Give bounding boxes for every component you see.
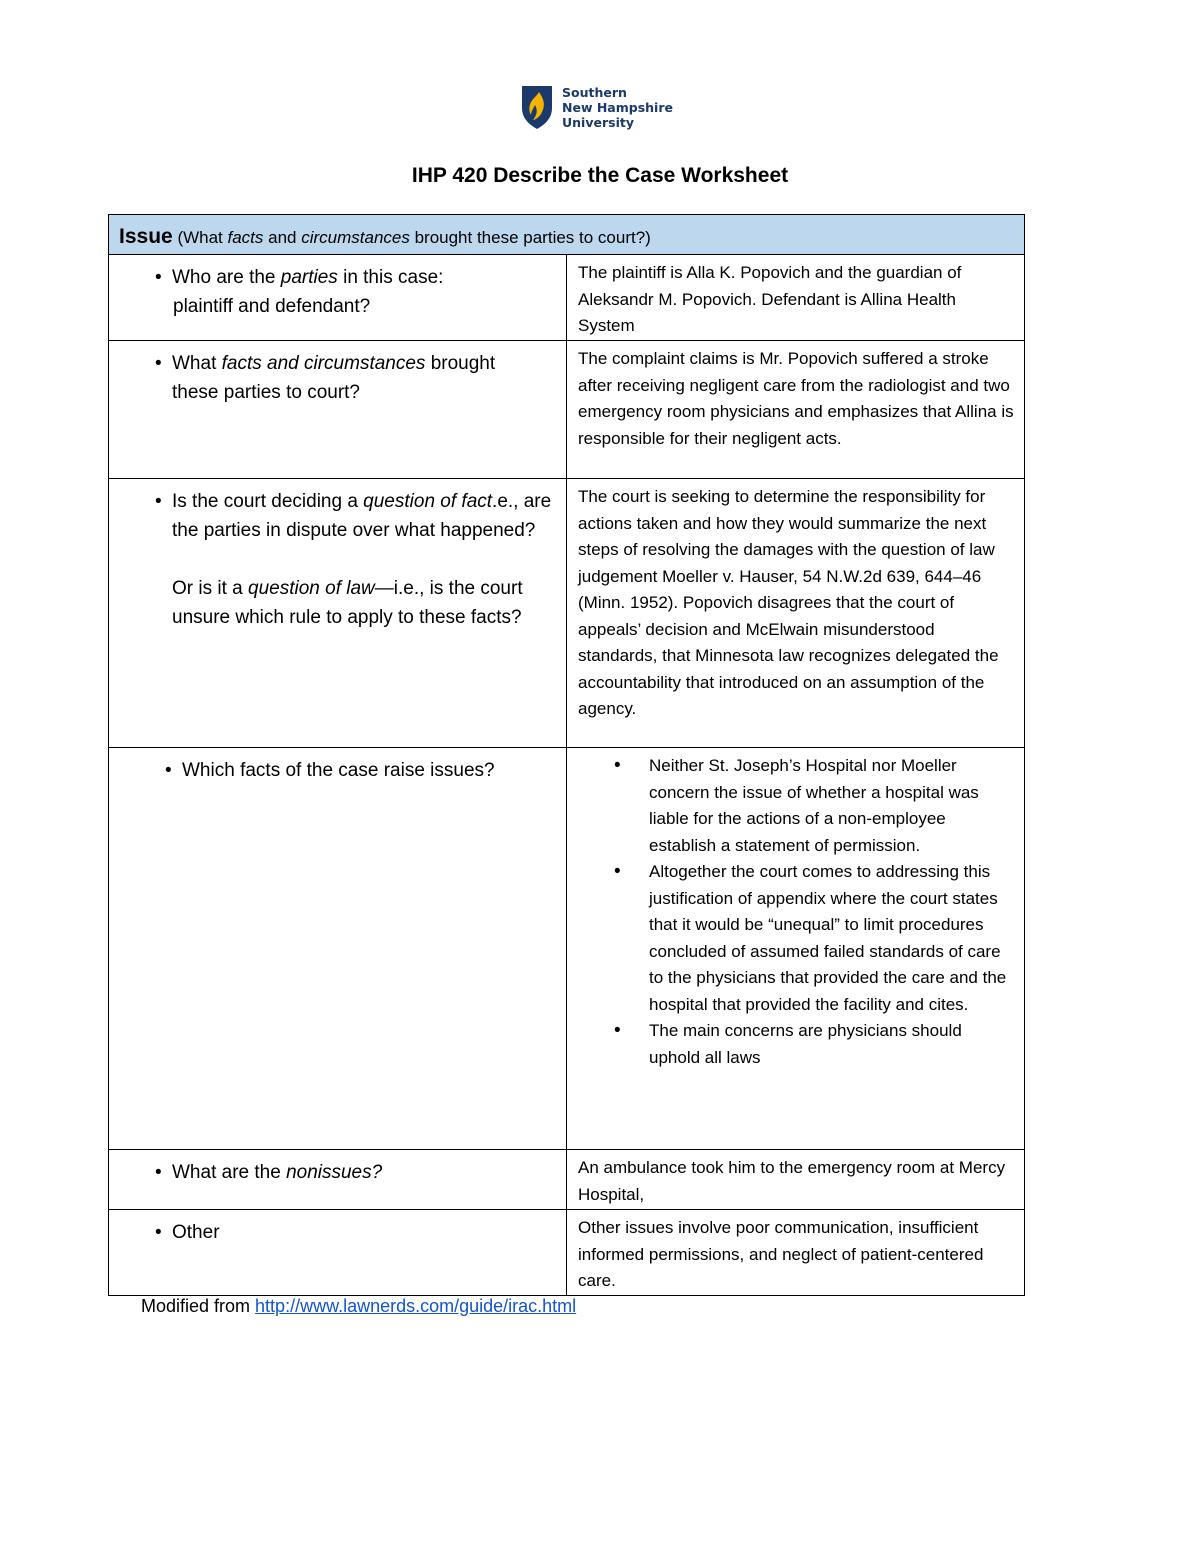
question-cell: • What are the nonissues? [109,1150,567,1210]
bullet-icon: • [155,491,162,512]
bullet-icon: • [165,760,172,781]
bullet-icon: • [155,267,162,288]
source-link[interactable]: http://www.lawnerds.com/guide/irac.html [255,1296,577,1316]
answer-bullet-list [578,753,1016,1071]
list-item: • Altogether the court comes to addressing this justification of appendix where the court states that it would be “unequal” to limit procedures concluded of assumed failed standards of care to the physicians that provided the care and the hospital that provided the facility and cites. [649,859,1016,1018]
source-footer: Modified from http://www.lawnerds.com/guide/irac.html [141,1296,577,1316]
table-row [109,1210,1025,1296]
question-cell: • What facts and circumstances brought these parties to court? [109,341,567,479]
university-logo [520,84,673,130]
list-item: • The main concerns are physicians should uphold all laws [649,1018,1016,1071]
question-cell: • Which facts of the case raise issues? [109,748,567,1150]
answer-cell: An ambulance took him to the emergency room at Mercy Hospital, [567,1150,1025,1210]
answer-cell: Other issues involve poor communication, insufficient informed permissions, and neglect of patient-centered care. [567,1210,1025,1296]
table-row [109,255,1025,341]
page-title: IHP 420 Describe the Case Worksheet [411,164,789,187]
bullet-icon: • [155,1162,162,1183]
header-row [109,215,1025,255]
table-row [109,479,1025,748]
logo-wordmark: Southern New Hampshire University [562,84,673,130]
question-cell: • Is the court deciding a question of fact.e., are the parties in dispute over what happened? Or is it a question of law—i.e., is the court unsure which rule to apply to these facts? [109,479,567,748]
table-row [109,748,1025,1150]
question-cell: • Other [109,1210,567,1296]
bullet-icon: • [155,1222,162,1243]
table-row [109,341,1025,479]
answer-cell [567,748,1025,1150]
issue-header-cell: Issue (What facts and circumstances brought these parties to court?) [109,215,1025,255]
shield-flame-icon [520,84,554,130]
answer-cell: The plaintiff is Alla K. Popovich and the guardian of Aleksandr M. Popovich. Defendant is Allina Health System [567,255,1025,341]
table-row [109,1150,1025,1210]
question-cell: • Who are the parties in this case: plaintiff and defendant? [109,255,567,341]
list-item: • Neither St. Joseph’s Hospital nor Moeller concern the issue of whether a hospital was liable for the actions of a non-employee establish a statement of permission. [649,753,1016,859]
bullet-icon: • [155,353,162,374]
worksheet-table [108,214,1025,1296]
answer-cell: The court is seeking to determine the responsibility for actions taken and how they would summarize the next steps of resolving the damages with the question of law judgement Moeller v. Hauser, 54 N.W.2d 639, 644–46 (Minn. 1952). Popovich disagrees that the court of appeals’ decision and McElwain misunderstood standards, that Minnesota law recognizes delegated the accountability that introduced on an assumption of the agency. [567,479,1025,748]
answer-cell: The complaint claims is Mr. Popovich suffered a stroke after receiving negligent care from the radiologist and two emergency room physicians and emphasizes that Allina is responsible for their negligent acts. [567,341,1025,479]
